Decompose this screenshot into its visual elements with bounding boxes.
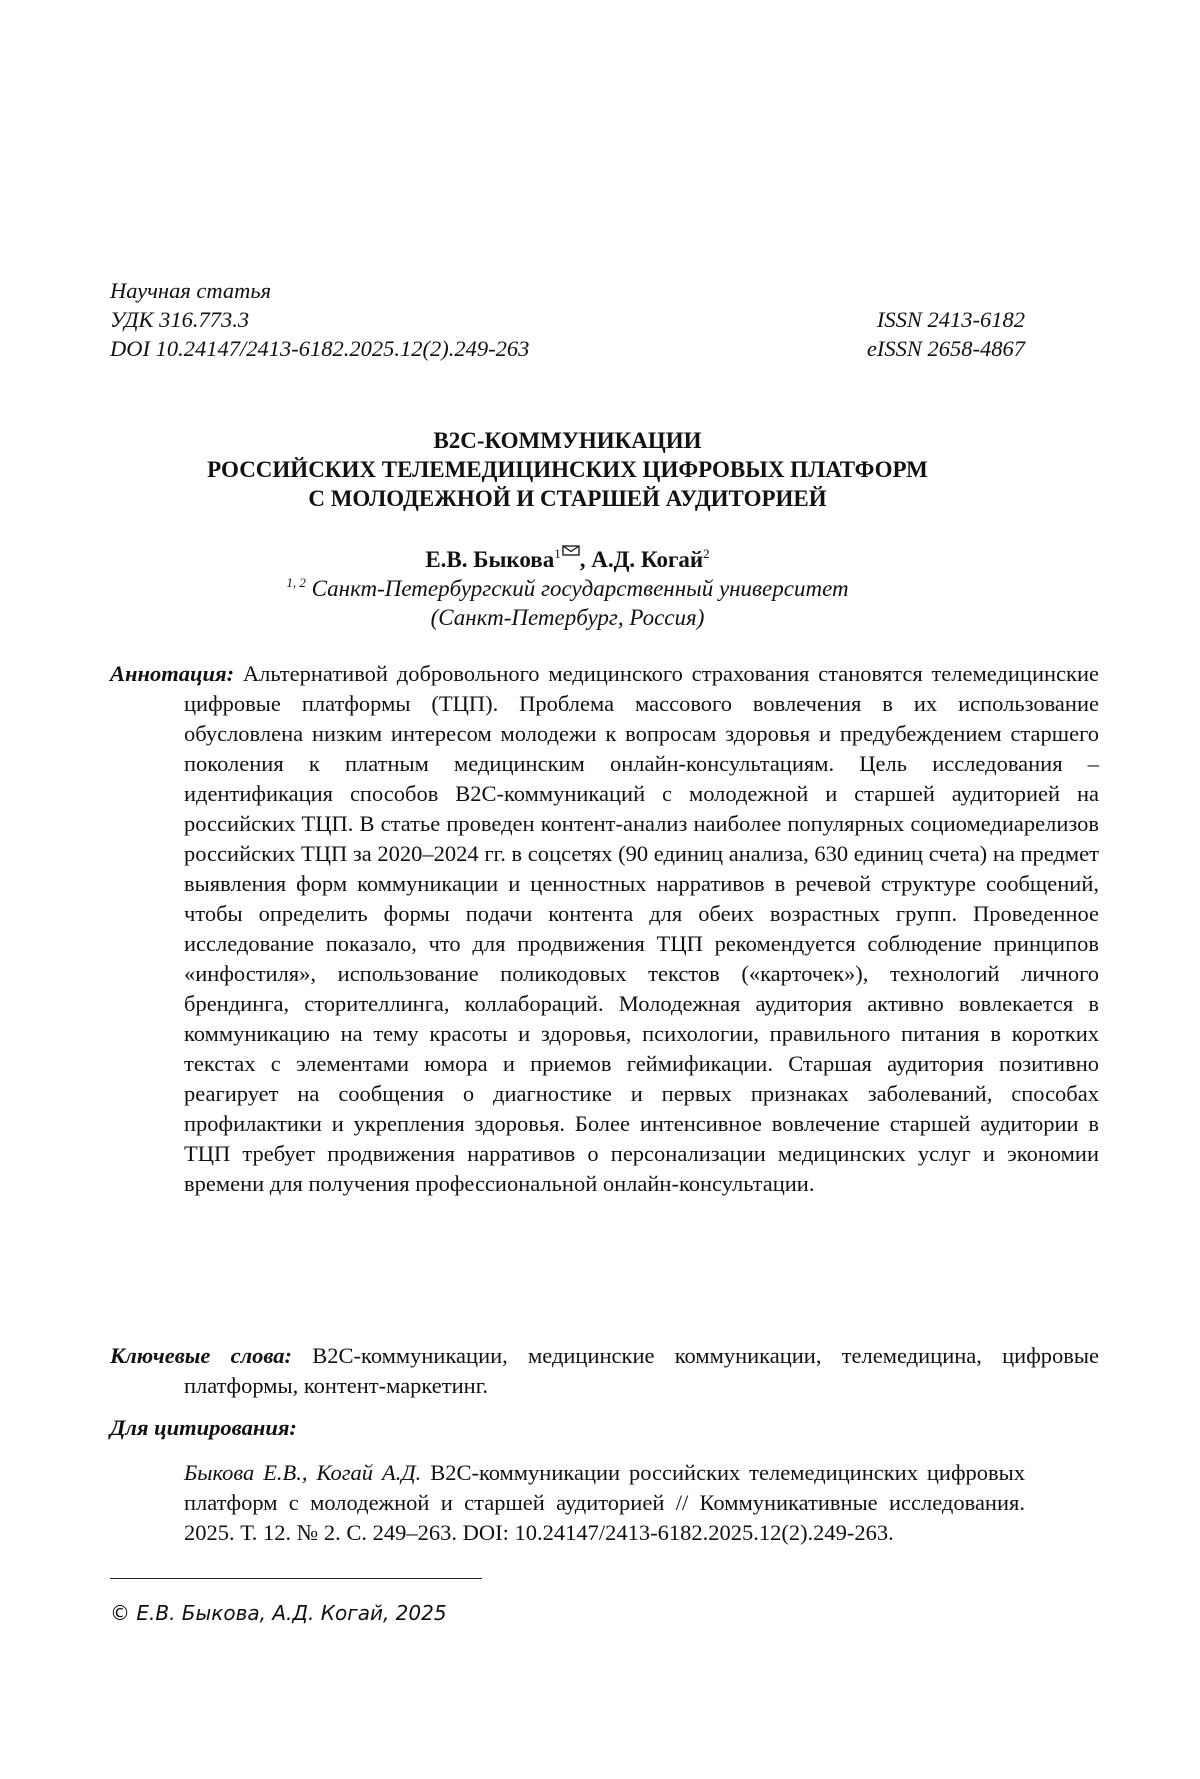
issn: ISSN 2413-6182: [876, 307, 1025, 332]
affiliation-sup: 1, 2: [286, 575, 306, 590]
affiliation: [110, 574, 1025, 603]
citation-heading: [110, 1413, 1025, 1443]
title-line: B2C-КОММУНИКАЦИИ: [433, 428, 702, 453]
abstract: [110, 659, 1099, 1199]
citation-label: Для цитирования:: [110, 1415, 297, 1440]
citation-authors: Быкова Е.В., Когай А.Д.: [184, 1460, 422, 1485]
keywords-label: Ключевые слова:: [110, 1343, 293, 1368]
affiliation-name: Санкт-Петербургский государственный университет: [311, 576, 849, 601]
meta-row-type: [110, 276, 1025, 305]
keywords: [110, 1341, 1099, 1401]
author-1: Е.В. Быкова: [425, 547, 555, 572]
article-type: Научная статья: [110, 278, 272, 303]
udk: УДК 316.773.3: [110, 307, 250, 332]
envelope-icon: [562, 545, 580, 556]
abstract-text: Альтернативой добровольного медицинского страхования становятся телемедицинские цифровые платформы (ТЦП). Проблема массового вовлечения в их использование обусловлена низким интересом молодежи к вопросам здоровья и предубеждением старшего поколения к платным медицинским онлайн-консультациям. Цель исследования – идентификация способов B2C-коммуникаций с молодежной и старшей аудиторией на российских ТЦП. В статье проведен контент-анализ наиболее популярных социомедиарелизов российских ТЦП за 2020–2024 гг. в соцсетях (90 единиц анализа, 630 единиц счета) на предмет выявления форм коммуникации и ценностных нарративов в речевой структуре сообщений, чтобы определить формы подачи контента для обеих возрастных групп. Проведенное исследование показало, что для продвижения ТЦП рекомендуется соблюдение принципов «инфостиля», использование поликодовых текстов («карточек»), технологий личного брендинга, сторителлинга, коллабораций. Молодежная аудитория активно вовлекается в коммуникацию на тему красоты и здоровья, психологии, правильного питания в коротких текстах с элементами юмора и приемов геймификации. Старшая аудитория позитивно реагирует на сообщения о диагностике и первых признаках заболеваний, способах профилактики и укрепления здоровья. Более интенсивное вовлечение старшей аудитории в ТЦП требует продвижения нарративов о персонализации медицинских услуг и экономии времени для получения профессиональной онлайн-консультации.: [184, 661, 1099, 1196]
authors-block: [110, 545, 1025, 632]
author-names: [110, 545, 1025, 574]
author-1-sup: 1: [554, 546, 561, 561]
affiliation-location: (Санкт-Петербург, Россия): [430, 605, 705, 630]
meta-row-udk: [110, 305, 1025, 334]
eissn: eISSN 2658-4867: [866, 336, 1025, 361]
abstract-label: Аннотация:: [110, 661, 235, 686]
meta-row-doi: [110, 334, 1025, 363]
author-2-sup: 2: [703, 546, 710, 561]
author-separator: ,: [579, 547, 592, 572]
author-2: А.Д. Когай: [591, 547, 704, 572]
article-title: [110, 426, 1025, 513]
article-meta: [110, 276, 1025, 363]
keywords-text: B2C-коммуникации, медицинские коммуникации, телемедицина, цифровые платформы, контент-маркетинг.: [184, 1343, 1100, 1398]
title-line: С МОЛОДЕЖНОЙ И СТАРШЕЙ АУДИТОРИЕЙ: [308, 486, 827, 511]
copyright: © Е.В. Быкова, А.Д. Когай, 2025: [110, 1601, 447, 1625]
title-line: РОССИЙСКИХ ТЕЛЕМЕДИЦИНСКИХ ЦИФРОВЫХ ПЛАТФОРМ: [207, 457, 928, 482]
citation-text: B2C-коммуникации российских телемедицинских цифровых платформ с молодежной и старшей аудиторией // Коммуникативные исследования. 2025. Т. 12. № 2. С. 249–263. DOI: 10.24147/2413-6182.2025.12(2).249-263.: [184, 1460, 1026, 1545]
citation: [110, 1458, 1025, 1548]
footnote-divider: [110, 1578, 482, 1579]
doi: DOI 10.24147/2413-6182.2025.12(2).249-263: [110, 336, 530, 361]
